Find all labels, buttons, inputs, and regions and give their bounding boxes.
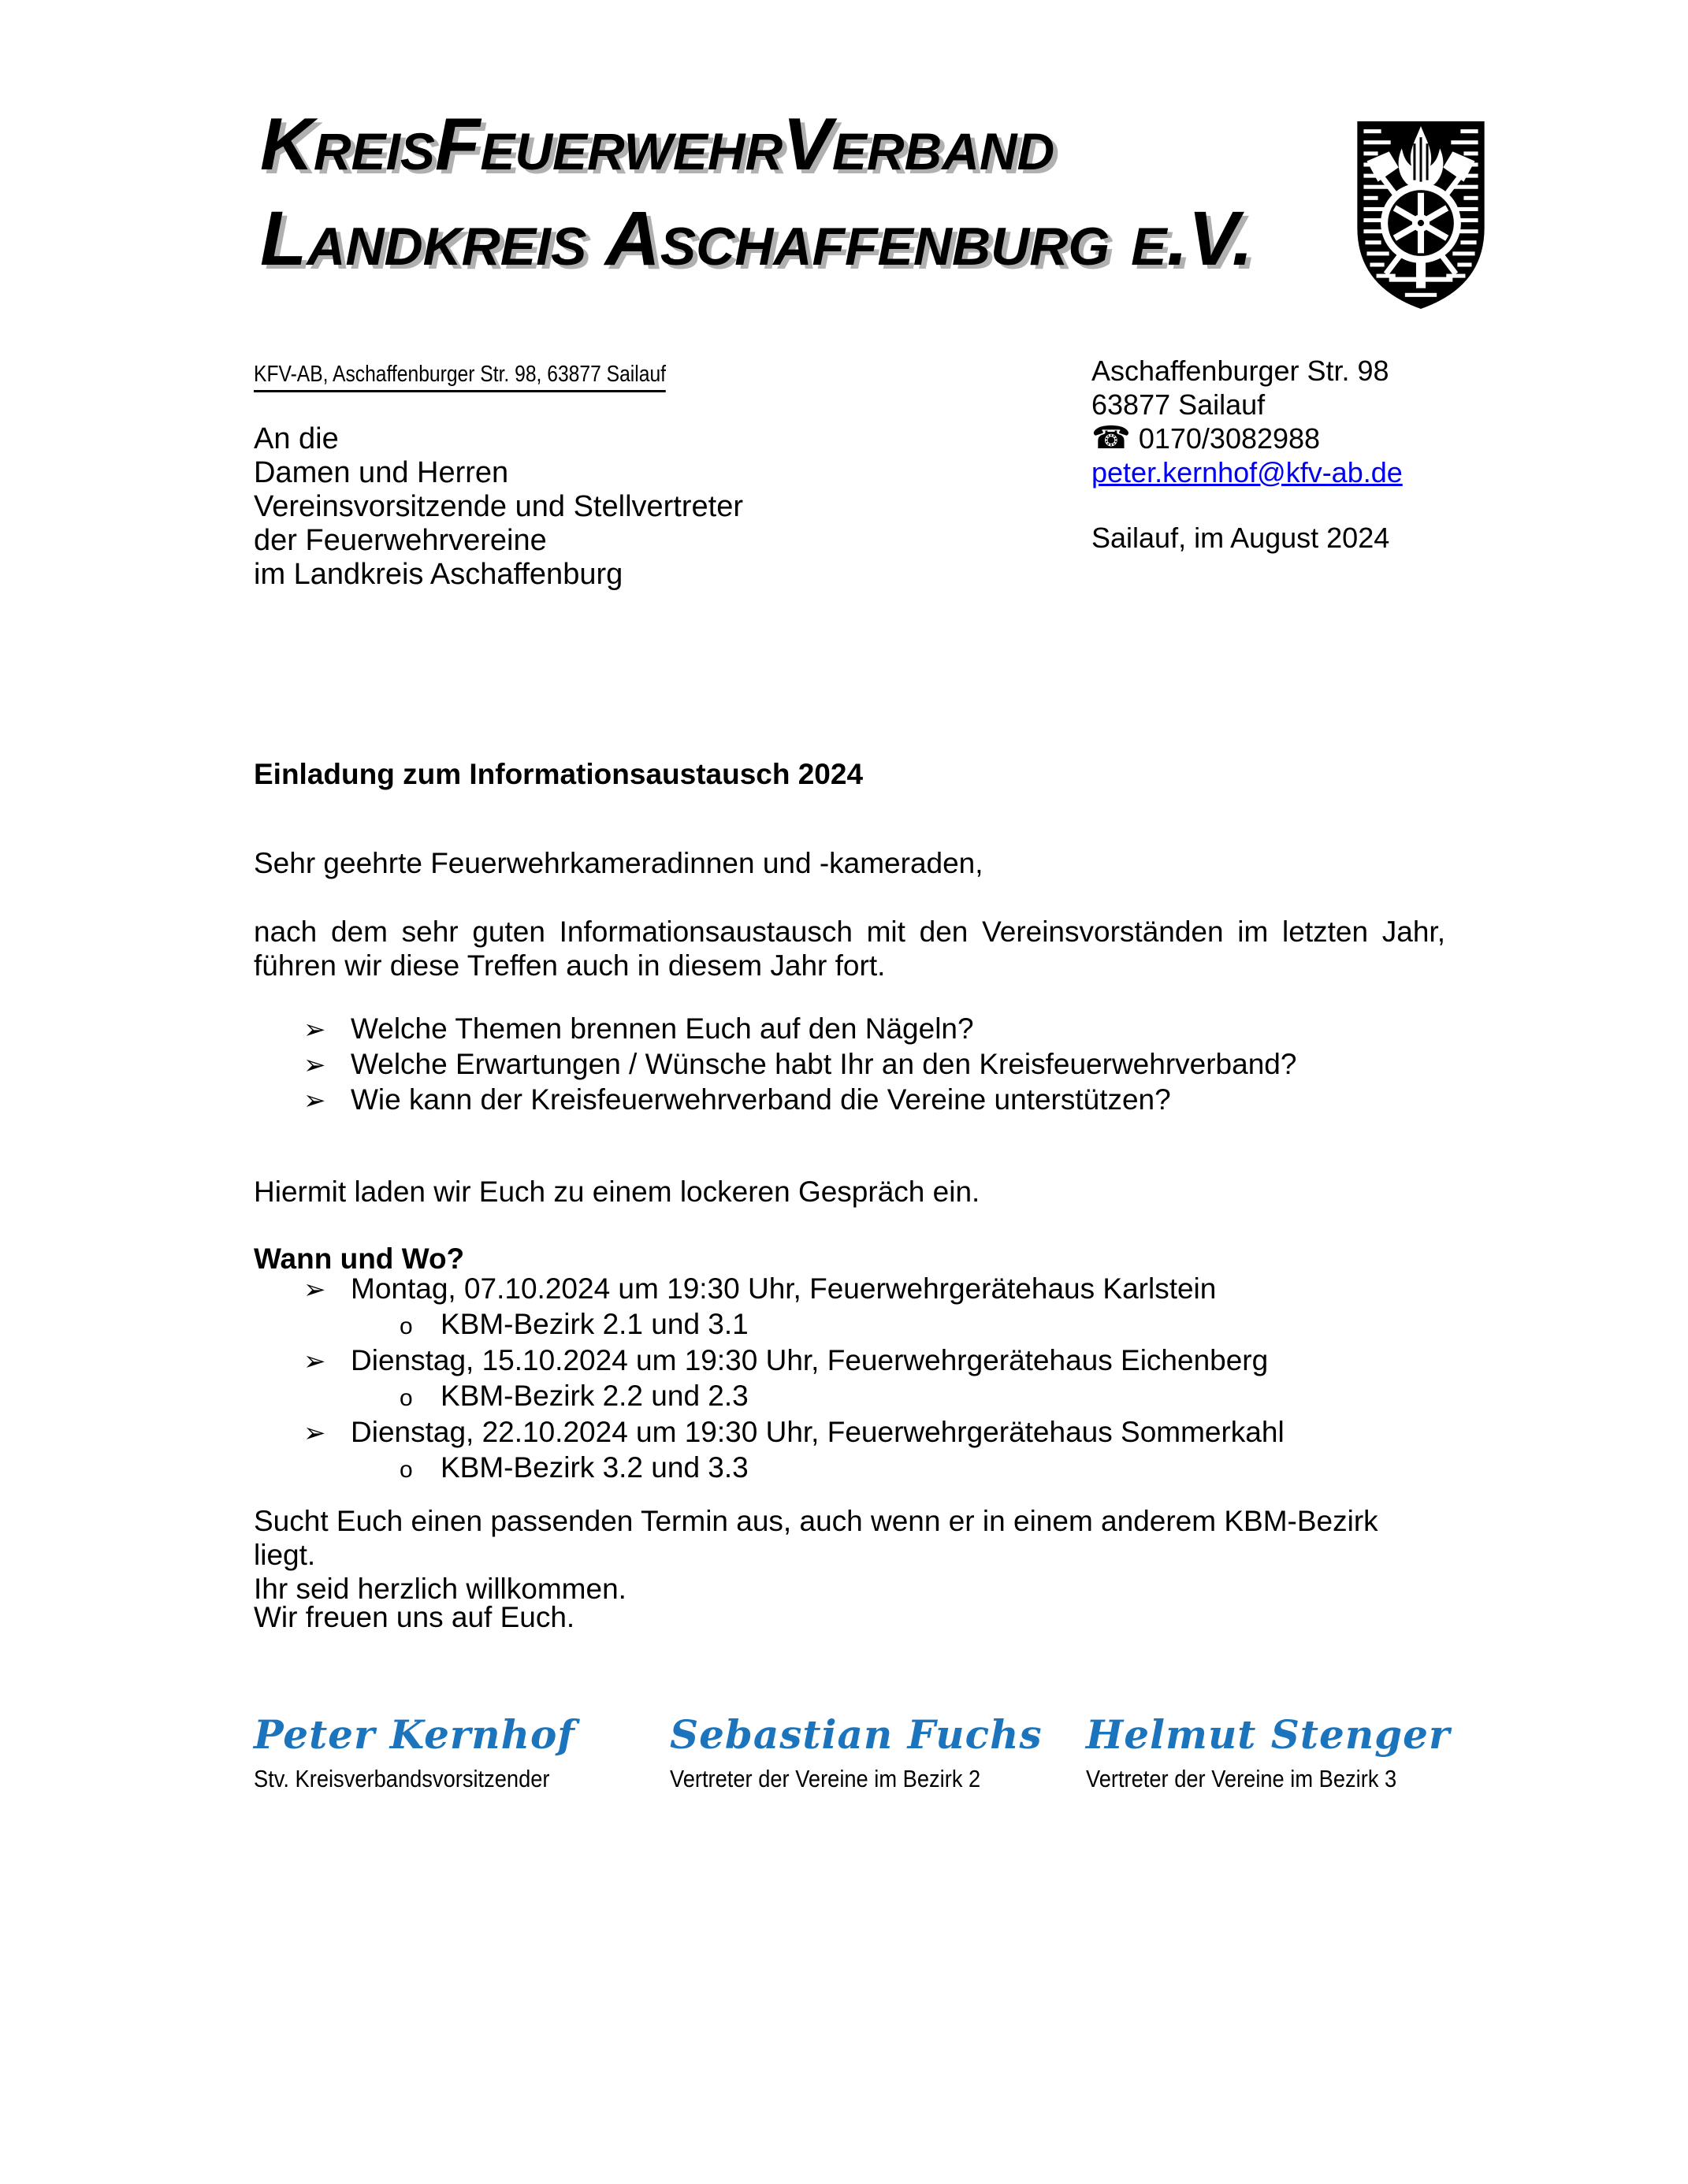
salutation: Sehr geehrte Feuerwehrkameradinnen und -kameraden, [254, 847, 983, 879]
event-sub-text: KBM-Bezirk 2.2 und 2.3 [441, 1380, 749, 1412]
signature-block [670, 1700, 1086, 1793]
recipient-line: im Landkreis Aschaffenburg [254, 558, 623, 591]
contact-city: 63877 Sailauf [1091, 388, 1266, 421]
event-item [254, 1272, 1445, 1307]
contact-email-link[interactable]: peter.kernhof@kfv-ab.de [1091, 456, 1403, 488]
question-text: Wie kann der Kreisfeuerwehrverband die Vereine unterstützen? [351, 1083, 1171, 1116]
telephone-icon: ☎ [1091, 421, 1131, 455]
arrow-bullet-icon: ➢ [303, 1275, 326, 1305]
question-text: Welche Erwartungen / Wünsche habt Ihr an den Kreisfeuerwehrverband? [351, 1048, 1297, 1080]
invite-line: Hiermit laden wir Euch zu einem lockeren Gespräch ein. [254, 1176, 980, 1208]
arrow-bullet-icon: ➢ [303, 1346, 326, 1376]
fire-brigade-crest-logo [1352, 117, 1490, 314]
signature-name: Peter Kernhof [254, 1711, 575, 1758]
contact-block [1091, 354, 1403, 555]
signature-title: Vertreter der Vereine im Bezirk 2 [670, 1765, 981, 1792]
intro-paragraph: nach dem sehr guten Informationsaustausch mit den Vereinsvorständen im letzten Jahr, führen wir diese Treffen auch in diesem Jahr fort. [254, 916, 1445, 982]
org-name-line2: Landkreis Aschaffenburg e.V. [260, 195, 1254, 281]
arrow-bullet-icon: ➢ [303, 1015, 326, 1045]
arrow-bullet-icon: ➢ [303, 1418, 326, 1448]
question-item [254, 1083, 1445, 1118]
signature-name: Helmut Stenger [1086, 1711, 1451, 1758]
circle-bullet-icon: o [400, 1385, 413, 1411]
question-text: Welche Themen brennen Euch auf den Nägeln? [351, 1012, 974, 1045]
question-item [254, 1047, 1445, 1083]
recipient-line: der Feuerwehrvereine [254, 524, 547, 557]
fire-brigade-crest-icon [1352, 117, 1490, 314]
recipient-line: Damen und Herren [254, 456, 509, 489]
recipient-line: An die [254, 422, 339, 455]
question-item [254, 1012, 1445, 1047]
sender-return-address: KFV-AB, Aschaffenburger Str. 98, 63877 Sailauf [254, 361, 738, 392]
arrow-bullet-icon: ➢ [303, 1050, 326, 1080]
contact-phone: 0170/3082988 [1138, 422, 1321, 455]
arrow-bullet-icon: ➢ [303, 1086, 326, 1116]
recipient-line: Vereinsvorsitzende und Stellvertreter [254, 490, 743, 523]
signature-block [254, 1700, 670, 1793]
event-sub-text: KBM-Bezirk 2.1 und 3.1 [441, 1308, 749, 1340]
event-list [254, 1272, 1445, 1487]
closing-line: Sucht Euch einen passenden Termin aus, auch wenn er in einem anderem KBM-Bezirk liegt. [254, 1505, 1378, 1571]
event-sub-item [254, 1450, 1445, 1487]
contact-street: Aschaffenburger Str. 98 [1091, 355, 1389, 387]
circle-bullet-icon: o [400, 1457, 413, 1483]
signature-block [1086, 1700, 1593, 1793]
when-where-heading: Wann und Wo? [254, 1242, 465, 1275]
farewell-line: Wir freuen uns auf Euch. [254, 1601, 575, 1633]
question-list [254, 1012, 1445, 1118]
signature-name: Sebastian Fuchs [670, 1711, 1043, 1758]
event-sub-text: KBM-Bezirk 3.2 und 3.3 [441, 1451, 749, 1484]
org-name-line1: KreisFeuerwehrVerband [260, 102, 1055, 185]
event-sub-item [254, 1379, 1445, 1415]
letterhead [260, 101, 1253, 290]
event-item [254, 1415, 1445, 1450]
circle-bullet-icon: o [400, 1313, 413, 1339]
closing-paragraph [254, 1504, 1445, 1606]
dateline: Sailauf, im August 2024 [1091, 522, 1390, 554]
event-main: Dienstag, 15.10.2024 um 19:30 Uhr, Feuerwehrgerätehaus Eichenberg [351, 1344, 1269, 1376]
subject-line: Einladung zum Informationsaustausch 2024 [254, 758, 864, 790]
event-item [254, 1343, 1445, 1379]
contact-phone-row [1091, 422, 1403, 455]
signature-title: Vertreter der Vereine im Bezirk 3 [1086, 1765, 1397, 1792]
event-sub-item [254, 1307, 1445, 1343]
event-main: Dienstag, 22.10.2024 um 19:30 Uhr, Feuerwehrgerätehaus Sommerkahl [351, 1416, 1285, 1448]
closing-line: Ihr seid herzlich willkommen. [254, 1573, 626, 1605]
signature-row [254, 1700, 1593, 1793]
recipient-block [254, 422, 743, 592]
signature-title: Stv. Kreisverbandsvorsitzender [254, 1765, 550, 1792]
event-main: Montag, 07.10.2024 um 19:30 Uhr, Feuerwehrgerätehaus Karlstein [351, 1272, 1217, 1305]
